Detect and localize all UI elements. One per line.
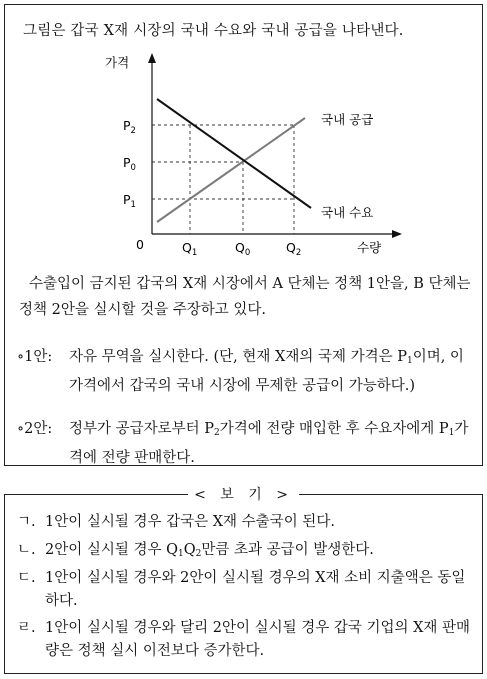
plan-2-text: 정부가 공급자로부터 $P_2$가격에 전량 매입한 후 수요자에게 $P_1$가격에 전량 판매한다. [69, 421, 469, 466]
option-c-text: 1안이 실시될 경우와 2안이 실시될 경우의 X재 소비 지출액은 동일하다. [45, 570, 466, 609]
supply-label: 국내 공급 [321, 112, 374, 127]
option-a-text: 1안이 실시될 경우 갑국은 X재 수출국이 된다. [45, 514, 335, 530]
demand-line [157, 99, 311, 208]
option-b-text: 2안이 실시될 경우 $Q_1Q_2$만큼 초과 공급이 발생한다. [45, 542, 374, 559]
option-b-label: ㄴ. [17, 542, 36, 558]
origin-label: 0 [136, 237, 144, 252]
y-tick-p0: $P_0$ [123, 155, 136, 173]
option-d-text: 1안이 실시될 경우와 달리 2안이 실시될 경우 갑국 기업의 X재 판매량은 정책 실시 이전보다 증가한다. [45, 620, 471, 659]
x-tick-q1: $Q_1$ [182, 240, 198, 258]
x-tick-q0: $Q_0$ [235, 240, 251, 258]
x-axis-label: 수량 [357, 240, 382, 255]
options-title-text: 보 기 [220, 487, 267, 503]
plan-2 [17, 417, 477, 467]
options-box [4, 487, 483, 674]
demand-label: 국내 수요 [321, 205, 374, 220]
question-box [4, 4, 483, 466]
x-tick-q2: $Q_2$ [286, 240, 302, 258]
y-axis-label: 가격 [105, 55, 130, 70]
option-d-label: ㄹ. [17, 620, 36, 636]
intro-text: 그림은 갑국 X재 시장의 국내 수요와 국내 공급을 나타낸다. [23, 23, 404, 39]
plan-1-label: ∘1안: [17, 349, 53, 365]
plan-2-label: ∘2안: [17, 421, 53, 437]
y-tick-p2: $P_2$ [123, 118, 136, 136]
option-c-label: ㄷ. [17, 570, 36, 586]
scenario-paragraph: 수출입이 금지된 갑국의 X재 시장에서 A 단체는 정책 1안을, B 단체는 정책 2안을 실시할 것을 주장하고 있다. [19, 276, 471, 318]
supply-demand-chart [5, 5, 484, 265]
plan-1 [17, 345, 477, 420]
supply-line [157, 118, 305, 222]
x-axis-arrow [392, 230, 402, 238]
y-axis-arrow [148, 53, 156, 63]
y-tick-p1: $P_1$ [123, 192, 136, 210]
options-title: < 보 기 > [5, 484, 482, 504]
option-a-label: ㄱ. [17, 514, 36, 530]
plan-1-text: 자유 무역을 실시한다. (단, 현재 X재의 국제 가격은 $P_1$이며, 이 가격에서 갑국의 국내 시장에 무제한 공급이 가능하다.) [69, 349, 464, 394]
